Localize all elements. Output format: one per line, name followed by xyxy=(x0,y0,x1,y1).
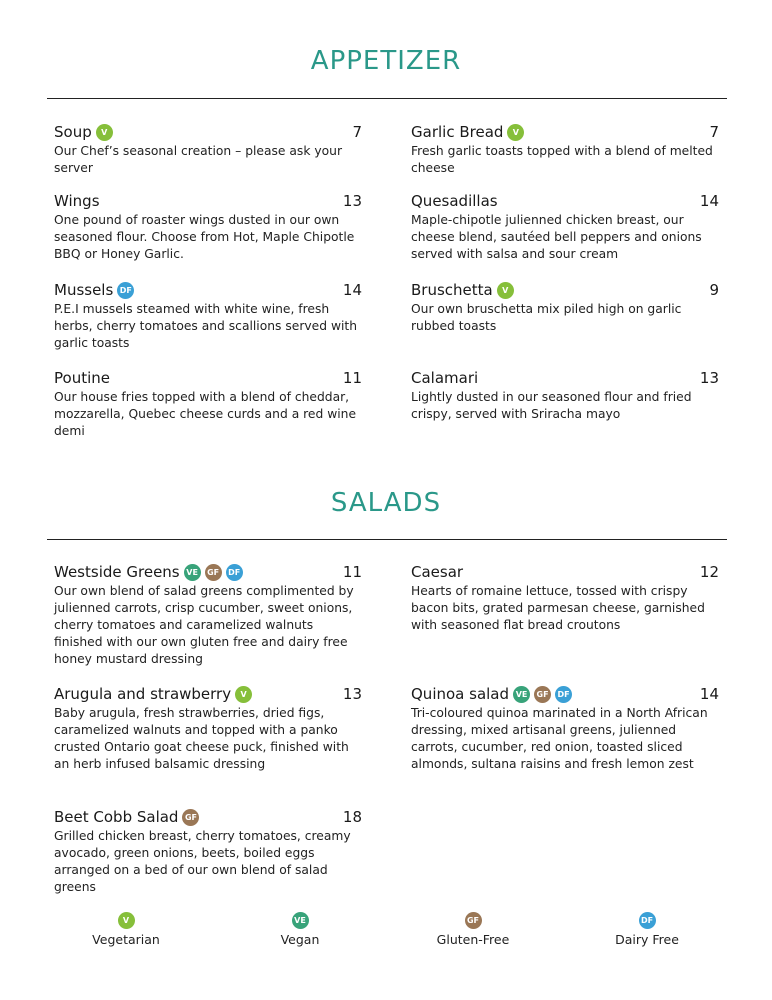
item-name: Garlic Bread xyxy=(411,123,504,141)
legend-vegetarian xyxy=(66,912,186,947)
dairy-free-badge-icon: DF xyxy=(226,564,243,581)
vegetarian-badge-icon: V xyxy=(235,686,252,703)
item-name: Soup xyxy=(54,123,92,141)
item-name: Caesar xyxy=(411,563,464,581)
item-price: 18 xyxy=(342,808,362,826)
item-name: Arugula and strawberry xyxy=(54,685,232,703)
menu-item-poutine xyxy=(54,367,362,440)
legend-label: Dairy Free xyxy=(615,932,679,947)
menu-item-arugula-strawberry xyxy=(54,683,362,773)
item-name: Quinoa salad xyxy=(411,685,510,703)
menu-item-garlic-bread xyxy=(411,121,719,177)
item-price: 7 xyxy=(709,123,719,141)
salads-heading: SALADS xyxy=(330,488,442,518)
menu-item-beet-cobb-salad xyxy=(54,806,362,896)
item-name: Wings xyxy=(54,192,100,210)
legend-label: Vegan xyxy=(280,932,320,947)
item-description: Hearts of romaine lettuce, tossed with crispy bacon bits, grated parmesan cheese, garnished with seasoned flat bread croutons xyxy=(411,584,705,632)
menu-item-bruschetta xyxy=(411,279,719,335)
item-price: 9 xyxy=(709,281,719,299)
section-divider xyxy=(47,98,727,99)
item-price: 14 xyxy=(699,685,719,703)
menu-item-westside-greens xyxy=(54,561,362,668)
menu-item-caesar xyxy=(411,561,719,634)
vegetarian-badge-icon: V xyxy=(118,912,135,929)
vegetarian-badge-icon: V xyxy=(497,282,514,299)
gluten-free-badge-icon: GF xyxy=(182,809,199,826)
item-description: Maple-chipotle julienned chicken breast, our cheese blend, sautéed bell peppers and onions served with salsa and sour cream xyxy=(411,213,702,261)
legend-label: Vegetarian xyxy=(92,932,160,947)
legend-gluten-free xyxy=(413,912,533,947)
item-name: Quesadillas xyxy=(411,192,498,210)
item-description: Our own bruschetta mix piled high on garlic rubbed toasts xyxy=(411,302,682,333)
item-name: Westside Greens xyxy=(54,563,180,581)
item-price: 11 xyxy=(342,369,362,387)
item-description: Our house fries topped with a blend of cheddar, mozzarella, Quebec cheese curds and a red wine demi xyxy=(54,390,357,438)
dairy-free-badge-icon: DF xyxy=(639,912,656,929)
item-description: Our Chef’s seasonal creation – please ask your server xyxy=(54,144,343,175)
item-name: Bruschetta xyxy=(411,281,493,299)
item-description: Lightly dusted in our seasoned flour and fried crispy, served with Sriracha mayo xyxy=(411,390,692,421)
item-description: Tri-coloured quinoa marinated in a North African dressing, mixed artisanal greens, julienned carrots, cucumber, red onion, toasted sliced almonds, sultana raisins and fresh lemon zest xyxy=(411,706,708,771)
item-price: 13 xyxy=(342,685,362,703)
item-description: Baby arugula, fresh strawberries, dried figs, caramelized walnuts and topped with a panko crusted Ontario goat cheese puck, finished with an herb infused balsamic dressing xyxy=(54,706,349,771)
gluten-free-badge-icon: GF xyxy=(465,912,482,929)
dairy-free-badge-icon: DF xyxy=(117,282,134,299)
dairy-free-badge-icon: DF xyxy=(555,686,572,703)
item-price: 12 xyxy=(699,563,719,581)
gluten-free-badge-icon: GF xyxy=(205,564,222,581)
legend-label: Gluten-Free xyxy=(436,932,510,947)
item-price: 13 xyxy=(699,369,719,387)
menu-item-quinoa-salad xyxy=(411,683,719,773)
item-name: Mussels xyxy=(54,281,114,299)
item-description: Fresh garlic toasts topped with a blend of melted cheese xyxy=(411,144,713,175)
item-name: Poutine xyxy=(54,369,110,387)
legend-vegan xyxy=(240,912,360,947)
vegan-badge-icon: VE xyxy=(292,912,309,929)
appetizer-heading: APPETIZER xyxy=(310,46,462,76)
item-description: One pound of roaster wings dusted in our own seasoned flour. Choose from Hot, Maple Chipotle BBQ or Honey Garlic. xyxy=(54,213,355,261)
vegan-badge-icon: VE xyxy=(184,564,201,581)
menu-item-soup xyxy=(54,121,362,177)
vegetarian-badge-icon: V xyxy=(96,124,113,141)
vegetarian-badge-icon: V xyxy=(507,124,524,141)
gluten-free-badge-icon: GF xyxy=(534,686,551,703)
item-price: 7 xyxy=(352,123,362,141)
section-divider xyxy=(47,539,727,540)
vegan-badge-icon: VE xyxy=(513,686,530,703)
item-description: Grilled chicken breast, cherry tomatoes, creamy avocado, green onions, beets, boiled eggs arranged on a bed of our own blend of salad greens xyxy=(54,829,351,894)
item-description: P.E.I mussels steamed with white wine, fresh herbs, cherry tomatoes and scallions served with garlic toasts xyxy=(54,302,358,350)
item-name: Calamari xyxy=(411,369,479,387)
legend-dairy-free xyxy=(587,912,707,947)
menu-item-mussels xyxy=(54,279,362,352)
item-price: 14 xyxy=(699,192,719,210)
dietary-legend xyxy=(0,912,772,952)
item-price: 13 xyxy=(342,192,362,210)
item-name: Beet Cobb Salad xyxy=(54,808,179,826)
item-price: 14 xyxy=(342,281,362,299)
menu-item-calamari xyxy=(411,367,719,423)
item-price: 11 xyxy=(342,563,362,581)
menu-item-quesadillas xyxy=(411,190,719,263)
item-description: Our own blend of salad greens complimented by julienned carrots, crisp cucumber, sweet onions, cherry tomatoes and caramelized walnuts finished with our own gluten free and dairy free honey mustard dressing xyxy=(54,584,354,666)
menu-item-wings xyxy=(54,190,362,263)
